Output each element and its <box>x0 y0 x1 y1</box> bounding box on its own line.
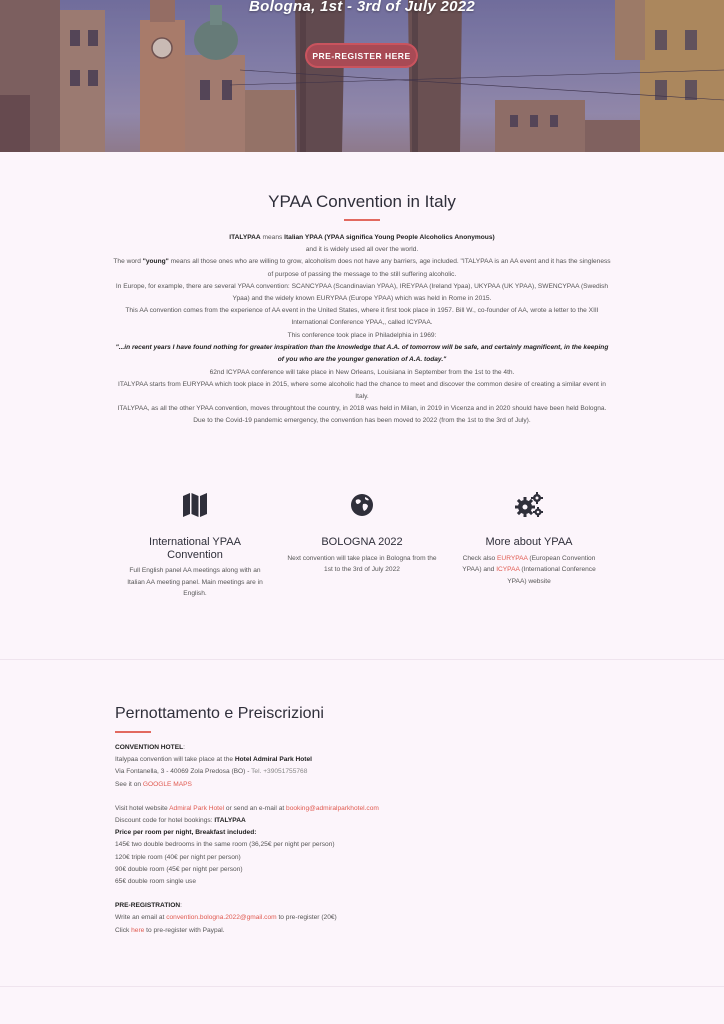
hotel-email-link[interactable]: booking@admiralparkhotel.com <box>286 804 379 812</box>
feature-text: Full English panel AA meetings along with an Italian AA meeting panel. Main meetings are in English. <box>127 567 263 597</box>
section-divider <box>0 659 724 660</box>
pre-registration-email-link[interactable]: convention.bologna.2022@gmail.com <box>166 914 277 922</box>
feature-title: BOLOGNA 2022 <box>321 536 403 548</box>
hotel-info <box>115 742 615 937</box>
hotel-text-span: Discount code for hotel bookings: <box>115 817 215 825</box>
feature-title: More about YPAA <box>485 536 573 548</box>
feature-text-span: Check also <box>462 554 498 562</box>
section-divider <box>0 986 724 987</box>
hotel-line <box>115 754 615 766</box>
hotel-text-span: or send an e-mail at <box>224 804 287 812</box>
hotel-line <box>115 742 615 754</box>
hotel-line <box>115 900 615 912</box>
feature-more-about <box>454 490 604 587</box>
intro-paragraph: This AA convention comes from the experience of AA event in the United States, where it first took place in 1957. Bill W., co-founder of AA, wrote a letter to the XIII International Conference YPAA,, called ICYPAA. <box>125 307 599 327</box>
hotel-line <box>115 779 615 791</box>
title-divider <box>344 219 380 221</box>
spacer <box>115 791 615 803</box>
price-item: 90€ double room (45€ per night per person) <box>115 865 243 873</box>
hotel-text-span: Visit hotel website <box>115 804 170 812</box>
hotel-line <box>115 912 615 924</box>
hotel-line <box>115 925 615 937</box>
hero-overlay <box>0 0 724 152</box>
young-bold: "young" <box>142 258 169 266</box>
feature-bologna <box>287 490 437 576</box>
price-item: 145€ two double bedrooms in the same room (36,25€ per night per person) <box>115 841 335 849</box>
price-heading: Price per room per night, Breakfast included: <box>115 829 257 837</box>
hotel-name: Hotel Admiral Park Hotel <box>234 756 312 764</box>
hotel-address <box>115 766 615 778</box>
bill-w-quote: "...in recent years I have found nothing for greater inspiration than the knowledge that A.A. of tomorrow will be safe, and certainly magnificent, in the keeping of you who are the younger generation of A.A. today." <box>115 343 609 364</box>
hotel-line <box>115 803 615 815</box>
hotel-text-span: : <box>180 902 182 910</box>
hotel-text-span: Click <box>115 926 132 934</box>
hotel-line <box>115 815 615 827</box>
paypal-here-link[interactable]: here <box>131 926 145 934</box>
intro-paragraph <box>112 232 612 244</box>
google-maps-link[interactable]: GOOGLE MAPS <box>142 780 192 788</box>
italypaa-bold: ITALYPAA <box>229 234 261 241</box>
pre-registration-label: PRE-REGISTRATION <box>115 902 181 910</box>
hotel-phone: Tel. +39051755768 <box>251 768 308 776</box>
hotel-website-link[interactable]: Admiral Park Hotel <box>169 804 225 812</box>
hotel-text-span: : <box>183 744 185 751</box>
spacer <box>115 888 615 900</box>
icypaa-link[interactable]: ICYPAA <box>496 566 520 573</box>
hotel-text-span: to pre-register with Paypal. <box>144 926 225 934</box>
intro-title: YPAA Convention in Italy <box>268 192 456 211</box>
feature-text <box>454 553 604 588</box>
pre-register-button[interactable]: PRE-REGISTER HERE <box>305 43 418 68</box>
intro-paragraph: ITALYPAA starts from EURYPAA which took place in 2015, where some alcoholic had the chance to meet and discover the common desire of creating a similar event in Italy. <box>118 380 606 401</box>
intro-paragraph <box>112 256 612 280</box>
feature-text-span: (European Convention YPAA) and <box>462 554 596 573</box>
map-icon <box>120 490 270 520</box>
hotel-line <box>115 827 615 839</box>
hotel-text-span: Italypaa convention will take place at the <box>115 756 235 764</box>
intro-paragraph: This conference took place in Philadelphia in 1969: <box>287 331 437 339</box>
convention-hotel-label: CONVENTION HOTEL <box>115 744 184 751</box>
hero-subtitle: Bologna, 1st - 3rd of July 2022 <box>248 0 476 15</box>
price-item: 120€ triple room (40€ per night per person) <box>115 853 241 861</box>
gears-icon <box>454 490 604 520</box>
intro-text-span: means all those ones who are willing to grow, alcoholism does not have any barriers, age included. "ITALYPAA is an AA event and it has the singleness of purpose of passing the message to the still suffering alcoholic. <box>168 258 611 278</box>
intro-text <box>112 232 612 428</box>
intro-paragraph: ITALYPAA, as all the other YPAA convention, moves throughtout the country, in 2018 was held in Milan, in 2019 in Vicenza and in 2020 should have been held Bologna. Due to the Covid-19 pandemic emergency, the convention has been moved to 2022 (from the 1st to the 3rd of July). <box>117 405 607 425</box>
eurypaa-link[interactable]: EURYPAA <box>497 554 528 562</box>
intro-paragraph: 62nd ICYPAA conference will take place in New Orleans, Louisiana in September from the 1st to the 4th. <box>209 368 515 376</box>
italian-ypaa-bold: Italian YPAA (YPAA significa Young People Alcoholics Anonymous) <box>284 234 495 241</box>
hotel-text-span: Write an email at <box>115 914 167 922</box>
intro-text-span: means <box>260 234 285 241</box>
feature-title: International YPAA Convention <box>149 536 241 561</box>
intro-text-span: The word <box>113 258 143 266</box>
intro-paragraph: and it is widely used all over the world. <box>305 246 419 254</box>
feature-text: Next convention will take place in Bologna from the 1st to the 3rd of July 2022 <box>287 554 437 573</box>
hotel-text-span: See it on <box>115 780 143 788</box>
hero-banner <box>0 0 724 152</box>
hotel-title-divider <box>115 731 151 733</box>
hotel-section-title: Pernottamento e Preiscrizioni <box>115 705 324 722</box>
intro-paragraph: In Europe, for example, there are several YPAA convention: SCANCYPAA (Scandinavian YPAA), IREYPAA (Ireland Ypaa), UKYPAA (UK YPAA), SWENCYPAA (Swedish Ypaa) and the widely known EURYPAA (Europe YPAA) which was held in Rome in 2015. <box>115 282 609 303</box>
feature-international <box>120 490 270 600</box>
feature-text-span: (International Conference YPAA) website <box>507 566 596 585</box>
hotel-text-span: to pre-register (20€) <box>276 914 337 922</box>
hotel-text-span: Via Fontanella, 3 - 40069 Zola Predosa (BO) - <box>115 768 252 776</box>
discount-code: ITALYPAA <box>214 817 246 825</box>
globe-icon <box>287 490 437 520</box>
price-item: 65€ double room single use <box>115 878 197 886</box>
